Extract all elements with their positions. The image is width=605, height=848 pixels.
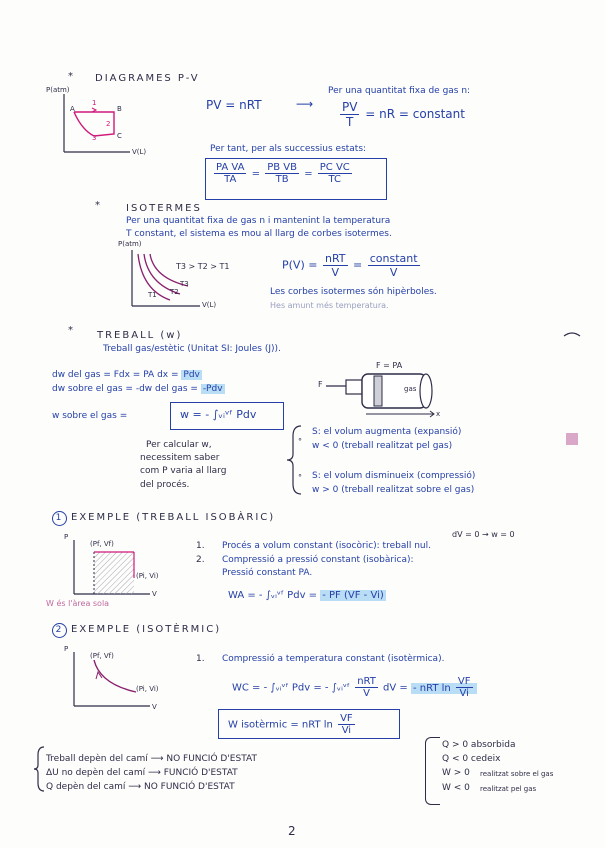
eq-rest: = nR = constant <box>365 107 465 121</box>
axis-label-v: V(L) <box>132 148 147 156</box>
section-title-treball: TREBALL (w) <box>97 330 183 341</box>
temperature-order: T3 > T2 > T1 <box>176 262 230 271</box>
ex2-step-1-num: 1. <box>196 654 205 664</box>
step-3: 3 <box>92 134 97 142</box>
treball-sub: Treball gas/estètic (Unitat SI: Joules (J)). <box>103 344 281 354</box>
axis-label-v-2: V(L) <box>202 301 217 309</box>
dw-sobre-hl: -Pdv <box>202 384 223 394</box>
isotermes-line-1: Per una quantitat fixa de gas n i mantenint la temperatura <box>126 216 391 226</box>
case-expansion: S: el volum augmenta (expansió) <box>312 427 462 437</box>
case-compression: S: el volum disminueix (compressió) <box>312 471 476 481</box>
frac-constant: constant <box>369 252 418 265</box>
wa-text: WA = - ∫ᵥᵢᵛᶠ Pdv = <box>228 590 318 601</box>
label-t2: T2 <box>170 288 179 296</box>
sign-q-neg: Q < 0 cedeix <box>442 754 501 764</box>
sign-w-pos-note: realitzat sobre el gas <box>480 770 554 778</box>
isobaric-diagram <box>72 540 152 598</box>
sign-bracket <box>425 737 440 805</box>
cyl-fpa-label: F = PA <box>376 361 403 370</box>
cyl-f-label: F <box>318 380 323 389</box>
ex1-point-f: (Pf, Vf) <box>90 540 114 548</box>
dw-gas-hl: Pdv <box>183 370 200 380</box>
cyl-gas-label: gas <box>404 385 417 393</box>
bullet-2: * <box>95 200 102 211</box>
sign-q-pos: Q > 0 absorbida <box>442 740 516 750</box>
sign-w-neg-note: realitzat pel gas <box>480 785 537 793</box>
state-a-den: TA <box>224 174 237 185</box>
ex1-step-3: Pressió constant PA. <box>222 568 313 578</box>
edge-mark <box>562 330 582 340</box>
ideal-gas-law: PV = nRT <box>206 98 262 112</box>
intro-text: Per una quantitat fixa de gas n: <box>328 86 471 96</box>
piston-cylinder <box>326 370 441 418</box>
label-t3: T3 <box>180 280 189 288</box>
isotherm-diagram <box>130 250 202 310</box>
faint-note: Hes amunt més temperatura. <box>270 301 389 310</box>
example-2-heading <box>52 623 221 638</box>
per-tant-text: Per tant, per als successius estats: <box>210 144 367 154</box>
isothermal-formula <box>228 713 357 736</box>
brace-cases <box>285 424 307 496</box>
w-sobre-label: w sobre el gas = <box>52 411 128 421</box>
wc-equation <box>232 676 477 699</box>
wc-dv: dV = <box>383 682 408 694</box>
hyperbola-text: Les corbes isotermes són hipèrboles. <box>270 287 437 297</box>
point-b: B <box>117 105 122 113</box>
pv-ratio <box>338 100 465 129</box>
step-1: 1 <box>92 99 97 107</box>
axis-label-p: P(atm) <box>46 86 70 94</box>
example-2-title: EXEMPLE (ISOTÈRMIC) <box>71 624 222 635</box>
eq-sign-1: = <box>251 168 261 180</box>
label-t1: T1 <box>148 291 157 299</box>
frac-den: T <box>346 115 354 129</box>
wc-frac-num: nRT <box>357 676 376 687</box>
pv-diagram <box>62 94 132 156</box>
calc-line-2: necessitem saber <box>140 453 220 463</box>
ex2-point-f: (Pf, Vf) <box>90 652 114 660</box>
ex1-step-1: Procés a volum constant (isocòric): treball nul. <box>222 541 431 551</box>
example-1-title: EXEMPLE (TREBALL ISOBÀRIC) <box>71 512 276 523</box>
state-c-den: TC <box>328 174 342 185</box>
ex2-axis-v: V <box>152 703 157 711</box>
calc-line-3: com P varia al llarg <box>140 466 227 476</box>
state-a-num: PA VA <box>216 162 245 173</box>
wc-result-num: VF <box>457 676 471 687</box>
example-2-number: 2 <box>52 623 67 638</box>
calc-line-4: del procés. <box>140 480 190 490</box>
wa-result: - PF (VF - Vi) <box>322 590 384 601</box>
section-title-isotermes: ISOTERMES <box>126 203 202 214</box>
summary-internal-energy: ΔU no depèn del camí ⟶ FUNCIÓ D'ESTAT <box>46 768 238 778</box>
state-b-den: TB <box>275 174 289 185</box>
example-1-number: 1 <box>52 511 67 526</box>
cyl-x-label: x <box>436 410 441 418</box>
bullet-3: * <box>68 325 75 336</box>
dw-sobre-text: dw sobre el gas = -dw del gas = <box>52 384 198 394</box>
page-number: 2 <box>288 824 296 838</box>
ex1-point-i: (Pi, Vi) <box>136 572 159 580</box>
example-1-heading <box>52 511 275 526</box>
wa-equation <box>228 590 386 601</box>
state-b-num: PB VB <box>267 162 297 173</box>
iso-frac-num: VF <box>340 713 353 724</box>
arrow: ⟶ <box>296 97 314 111</box>
w-integral: w = - ∫ᵥᵢᵛᶠ Pdv <box>180 408 257 421</box>
step-2: 2 <box>106 120 111 128</box>
dw-sobre-line <box>52 384 225 394</box>
ex1-step-2-num: 2. <box>196 555 205 565</box>
margin-tab <box>566 433 578 445</box>
ex1-axis-p: P <box>64 533 69 541</box>
area-caption: W és l'àrea sola <box>46 599 110 608</box>
frac-nrt: nRT <box>324 252 346 265</box>
svg-text:°: ° <box>298 473 302 482</box>
isotermes-line-2: T constant, el sistema es mou al llarg de corbes isotermes. <box>126 229 392 239</box>
wc-result: - nRT ln <box>412 682 451 694</box>
isochoric-note: dV = 0 → w = 0 <box>452 530 515 539</box>
iso-frac-den: Vi <box>341 725 352 736</box>
axis-label-p-2: P(atm) <box>118 240 142 248</box>
dw-gas-line <box>52 370 202 380</box>
section-title-diagrames: DIAGRAMES P-V <box>95 73 200 84</box>
frac-v-2: V <box>389 266 398 279</box>
ex1-axis-v: V <box>152 590 157 598</box>
sign-w-neg: W < 0 <box>442 783 470 793</box>
wc-result-den: Vi <box>459 688 469 699</box>
summary-work: Treball depèn del camí ⟶ NO FUNCIÓ D'ESTAT <box>46 754 257 764</box>
summary-heat: Q depèn del camí ⟶ NO FUNCIÓ D'ESTAT <box>46 782 235 792</box>
ex1-step-1-num: 1. <box>196 541 205 551</box>
wc-text: WC = - ∫ᵥᵢᵛᶠ Pdv = - ∫ᵥᵢᵛᶠ <box>232 682 350 694</box>
ex2-axis-p: P <box>64 645 69 653</box>
states-equation <box>212 162 354 185</box>
state-c-num: PC VC <box>319 162 350 173</box>
frac-v: V <box>331 266 339 279</box>
ex1-step-2: Compressió a pressió constant (isobàrica): <box>222 555 414 565</box>
calc-line-1: Per calcular w, <box>146 440 212 450</box>
svg-text:°: ° <box>298 437 302 446</box>
pv-label: P(V) = <box>282 258 318 272</box>
isothermal-diagram <box>72 652 152 710</box>
frac-num: PV <box>342 100 358 114</box>
isothermal-text: W isotèrmic = nRT ln <box>228 719 333 731</box>
point-c: C <box>117 132 122 140</box>
eq-sign-2: = <box>304 168 313 180</box>
ex2-point-i: (Pi, Vi) <box>136 685 159 693</box>
summary-brace <box>32 745 46 793</box>
pv-isotherm-eq: P(V) = $\frac{\text{nRT}}{V}$ = $\frac{\text{constant}}{V}$ <box>282 252 418 279</box>
dw-gas-text: dw del gas = Fdx = PA dx = <box>52 370 179 380</box>
case-expansion-w: w < 0 (treball realitzat pel gas) <box>312 441 453 451</box>
bullet: * <box>68 71 75 82</box>
sign-w-pos: W > 0 <box>442 768 470 778</box>
case-compression-w: w > 0 (treball realitzat sobre el gas) <box>312 485 475 495</box>
point-a: A <box>70 105 75 113</box>
wc-frac-den: V <box>363 688 370 699</box>
ex2-step-1: Compressió a temperatura constant (isotèrmica). <box>222 654 445 664</box>
